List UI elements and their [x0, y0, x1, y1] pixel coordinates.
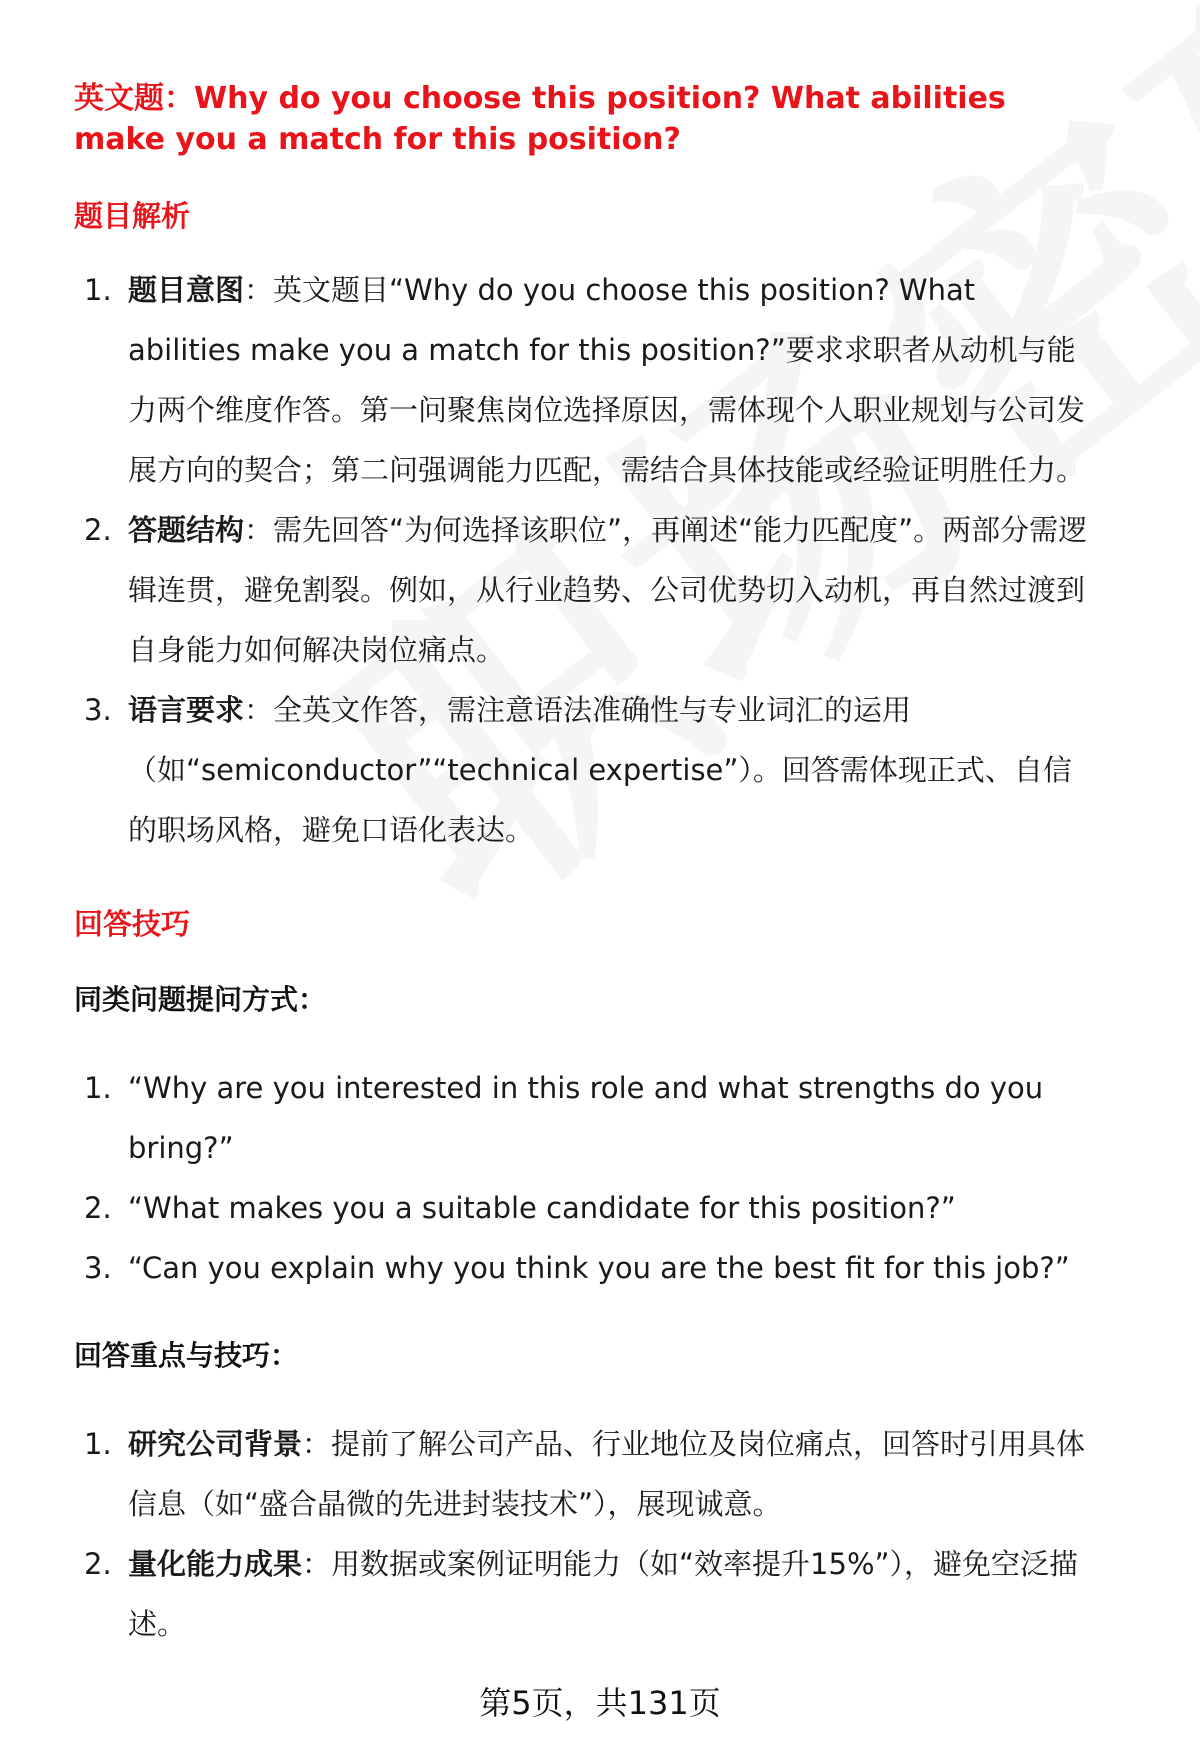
item-number: 2. — [84, 1547, 112, 1581]
item-number: 2. — [84, 1191, 112, 1225]
focus-title: 回答重点与技巧： — [74, 1339, 299, 1372]
list-item — [74, 1058, 1094, 1178]
list-item — [74, 500, 1094, 680]
analysis-title: 题目解析 — [74, 199, 191, 233]
tips-title: 回答技巧 — [74, 907, 191, 941]
item-body: ：提前了解公司产品、行业地位及岗位痛点，回答时引用具体信息（如“盛合晶微的先进封装技术”），展现诚意。 — [128, 1427, 1086, 1521]
similar-questions-list — [74, 1058, 1094, 1298]
item-lead: 题目意图 — [128, 273, 245, 307]
similar-questions-title: 同类问题提问方式： — [74, 983, 327, 1016]
list-item — [74, 680, 1094, 860]
item-text: “Why are you interested in this role and what strengths do you bring?” — [128, 1071, 1044, 1165]
question-prefix: 英文题： — [74, 81, 194, 116]
list-item — [74, 1414, 1094, 1534]
item-number: 1. — [84, 1071, 112, 1105]
item-number: 3. — [84, 1251, 112, 1285]
item-number: 3. — [84, 693, 112, 727]
item-number: 1. — [84, 273, 112, 307]
item-body: ：英文题目“Why do you choose this position? What abilities make you a match for this position?”要求求职者从动机与能力两个维度作答。第一问聚焦岗位选择原因，需体现个人职业规划与公司发展方向的契合；第二问强调能力匹配，需结合具体技能或经验证明胜任力。 — [128, 273, 1086, 487]
item-lead: 研究公司背景 — [128, 1427, 303, 1461]
item-lead: 答题结构 — [128, 513, 245, 547]
page-footer: 第5页，共131页 — [479, 1684, 721, 1722]
focus-list — [74, 1414, 1094, 1654]
list-item — [74, 260, 1094, 500]
list-item — [74, 1178, 1094, 1238]
item-body: ：用数据或案例证明能力（如“效率提升15%”），避免空泛描述。 — [128, 1547, 1079, 1641]
item-number: 1. — [84, 1427, 112, 1461]
item-lead: 语言要求 — [128, 693, 245, 727]
item-text: “What makes you a suitable candidate for this position?” — [128, 1191, 956, 1225]
list-item — [74, 1534, 1094, 1654]
item-body: ：需先回答“为何选择该职位”，再阐述“能力匹配度”。两部分需逻辑连贯，避免割裂。例如，从行业趋势、公司优势切入动机，再自然过渡到自身能力如何解决岗位痛点。 — [128, 513, 1088, 667]
item-number: 2. — [84, 513, 112, 547]
list-item — [74, 1238, 1094, 1298]
item-lead: 量化能力成果 — [128, 1547, 303, 1581]
item-body: ：全英文作答，需注意语法准确性与专业词汇的运用（如“semiconductor”“technical expertise”）。回答需体现正式、自信的职场风格，避免口语化表达。 — [128, 693, 1072, 847]
analysis-list — [74, 260, 1094, 860]
question-heading — [74, 78, 1094, 160]
question-text: Why do you choose this position? What abilities make you a match for this position? — [74, 81, 1006, 157]
item-text: “Can you explain why you think you are the best fit for this job?” — [128, 1251, 1070, 1285]
